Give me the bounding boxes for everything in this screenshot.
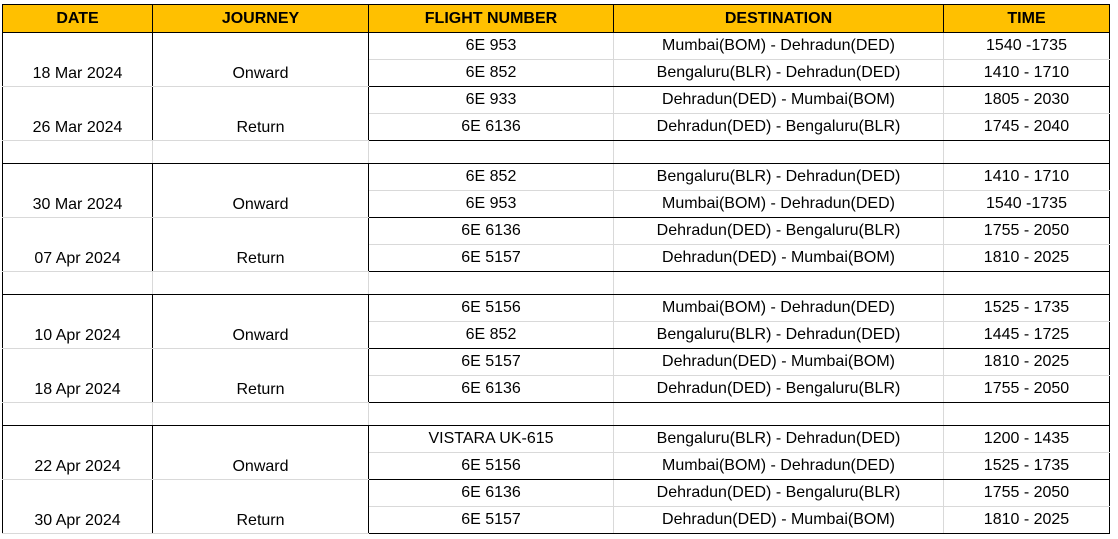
journey-cell: Onward <box>153 164 369 218</box>
header-row <box>3 5 1110 33</box>
time-cell: 1200 - 1435 <box>944 426 1110 453</box>
flight-number-cell: 6E 933 <box>369 87 614 114</box>
destination-cell: Bengaluru(BLR) - Dehradun(DED) <box>614 322 944 349</box>
journey-cell: Onward <box>153 33 369 87</box>
date-cell: 26 Mar 2024 <box>3 87 153 141</box>
destination-cell: Bengaluru(BLR) - Dehradun(DED) <box>614 60 944 87</box>
empty-cell <box>3 141 153 164</box>
table-row <box>3 426 1110 453</box>
date-cell: 18 Apr 2024 <box>3 349 153 403</box>
date-cell: 30 Apr 2024 <box>3 480 153 534</box>
time-cell: 1810 - 2025 <box>944 349 1110 376</box>
journey-cell: Return <box>153 480 369 534</box>
header-journey: JOURNEY <box>153 5 369 33</box>
flight-number-cell: 6E 5157 <box>369 507 614 534</box>
journey-cell: Onward <box>153 295 369 349</box>
destination-cell: Bengaluru(BLR) - Dehradun(DED) <box>614 426 944 453</box>
empty-cell <box>3 403 153 426</box>
date-cell: 22 Apr 2024 <box>3 426 153 480</box>
flight-number-cell: 6E 6136 <box>369 114 614 141</box>
flight-number-cell: 6E 6136 <box>369 218 614 245</box>
destination-cell: Mumbai(BOM) - Dehradun(DED) <box>614 33 944 60</box>
flight-number-cell: VISTARA UK-615 <box>369 426 614 453</box>
time-cell: 1540 -1735 <box>944 33 1110 60</box>
flight-schedule-table <box>2 4 1110 534</box>
empty-cell <box>369 403 614 426</box>
table-row <box>3 164 1110 191</box>
empty-cell <box>944 272 1110 295</box>
table-body <box>3 33 1110 534</box>
flight-number-cell: 6E 852 <box>369 322 614 349</box>
time-cell: 1445 - 1725 <box>944 322 1110 349</box>
flight-number-cell: 6E 852 <box>369 164 614 191</box>
time-cell: 1810 - 2025 <box>944 245 1110 272</box>
empty-cell <box>369 272 614 295</box>
journey-cell: Onward <box>153 426 369 480</box>
flight-number-cell: 6E 953 <box>369 191 614 218</box>
date-cell: 30 Mar 2024 <box>3 164 153 218</box>
spacer-row <box>3 141 1110 164</box>
empty-cell <box>153 403 369 426</box>
destination-cell: Mumbai(BOM) - Dehradun(DED) <box>614 295 944 322</box>
empty-cell <box>153 272 369 295</box>
destination-cell: Dehradun(DED) - Bengaluru(BLR) <box>614 376 944 403</box>
time-cell: 1410 - 1710 <box>944 60 1110 87</box>
header-destination: DESTINATION <box>614 5 944 33</box>
empty-cell <box>944 141 1110 164</box>
time-cell: 1745 - 2040 <box>944 114 1110 141</box>
empty-cell <box>369 141 614 164</box>
journey-cell: Return <box>153 218 369 272</box>
time-cell: 1810 - 2025 <box>944 507 1110 534</box>
date-cell: 18 Mar 2024 <box>3 33 153 87</box>
flight-number-cell: 6E 5157 <box>369 349 614 376</box>
empty-cell <box>944 403 1110 426</box>
time-cell: 1755 - 2050 <box>944 376 1110 403</box>
empty-cell <box>614 272 944 295</box>
empty-cell <box>614 141 944 164</box>
destination-cell: Dehradun(DED) - Mumbai(BOM) <box>614 349 944 376</box>
destination-cell: Bengaluru(BLR) - Dehradun(DED) <box>614 164 944 191</box>
date-cell: 10 Apr 2024 <box>3 295 153 349</box>
time-cell: 1525 - 1735 <box>944 453 1110 480</box>
destination-cell: Dehradun(DED) - Bengaluru(BLR) <box>614 218 944 245</box>
destination-cell: Dehradun(DED) - Mumbai(BOM) <box>614 245 944 272</box>
spacer-row <box>3 403 1110 426</box>
table-row <box>3 87 1110 114</box>
flight-number-cell: 6E 5157 <box>369 245 614 272</box>
table-row <box>3 218 1110 245</box>
time-cell: 1540 -1735 <box>944 191 1110 218</box>
destination-cell: Mumbai(BOM) - Dehradun(DED) <box>614 453 944 480</box>
time-cell: 1410 - 1710 <box>944 164 1110 191</box>
header-date: DATE <box>3 5 153 33</box>
time-cell: 1805 - 2030 <box>944 87 1110 114</box>
time-cell: 1525 - 1735 <box>944 295 1110 322</box>
time-cell: 1755 - 2050 <box>944 218 1110 245</box>
flight-number-cell: 6E 852 <box>369 60 614 87</box>
flight-number-cell: 6E 5156 <box>369 453 614 480</box>
flight-number-cell: 6E 953 <box>369 33 614 60</box>
flight-number-cell: 6E 6136 <box>369 480 614 507</box>
destination-cell: Dehradun(DED) - Mumbai(BOM) <box>614 87 944 114</box>
empty-cell <box>153 141 369 164</box>
journey-cell: Return <box>153 87 369 141</box>
journey-cell: Return <box>153 349 369 403</box>
flight-number-cell: 6E 5156 <box>369 295 614 322</box>
spacer-row <box>3 272 1110 295</box>
table-row <box>3 349 1110 376</box>
header-time: TIME <box>944 5 1110 33</box>
time-cell: 1755 - 2050 <box>944 480 1110 507</box>
destination-cell: Dehradun(DED) - Bengaluru(BLR) <box>614 114 944 141</box>
destination-cell: Mumbai(BOM) - Dehradun(DED) <box>614 191 944 218</box>
destination-cell: Dehradun(DED) - Bengaluru(BLR) <box>614 480 944 507</box>
empty-cell <box>3 272 153 295</box>
empty-cell <box>614 403 944 426</box>
flight-number-cell: 6E 6136 <box>369 376 614 403</box>
date-cell: 07 Apr 2024 <box>3 218 153 272</box>
destination-cell: Dehradun(DED) - Mumbai(BOM) <box>614 507 944 534</box>
header-flight-number: FLIGHT NUMBER <box>369 5 614 33</box>
table-row <box>3 295 1110 322</box>
table-row <box>3 33 1110 60</box>
table-row <box>3 480 1110 507</box>
